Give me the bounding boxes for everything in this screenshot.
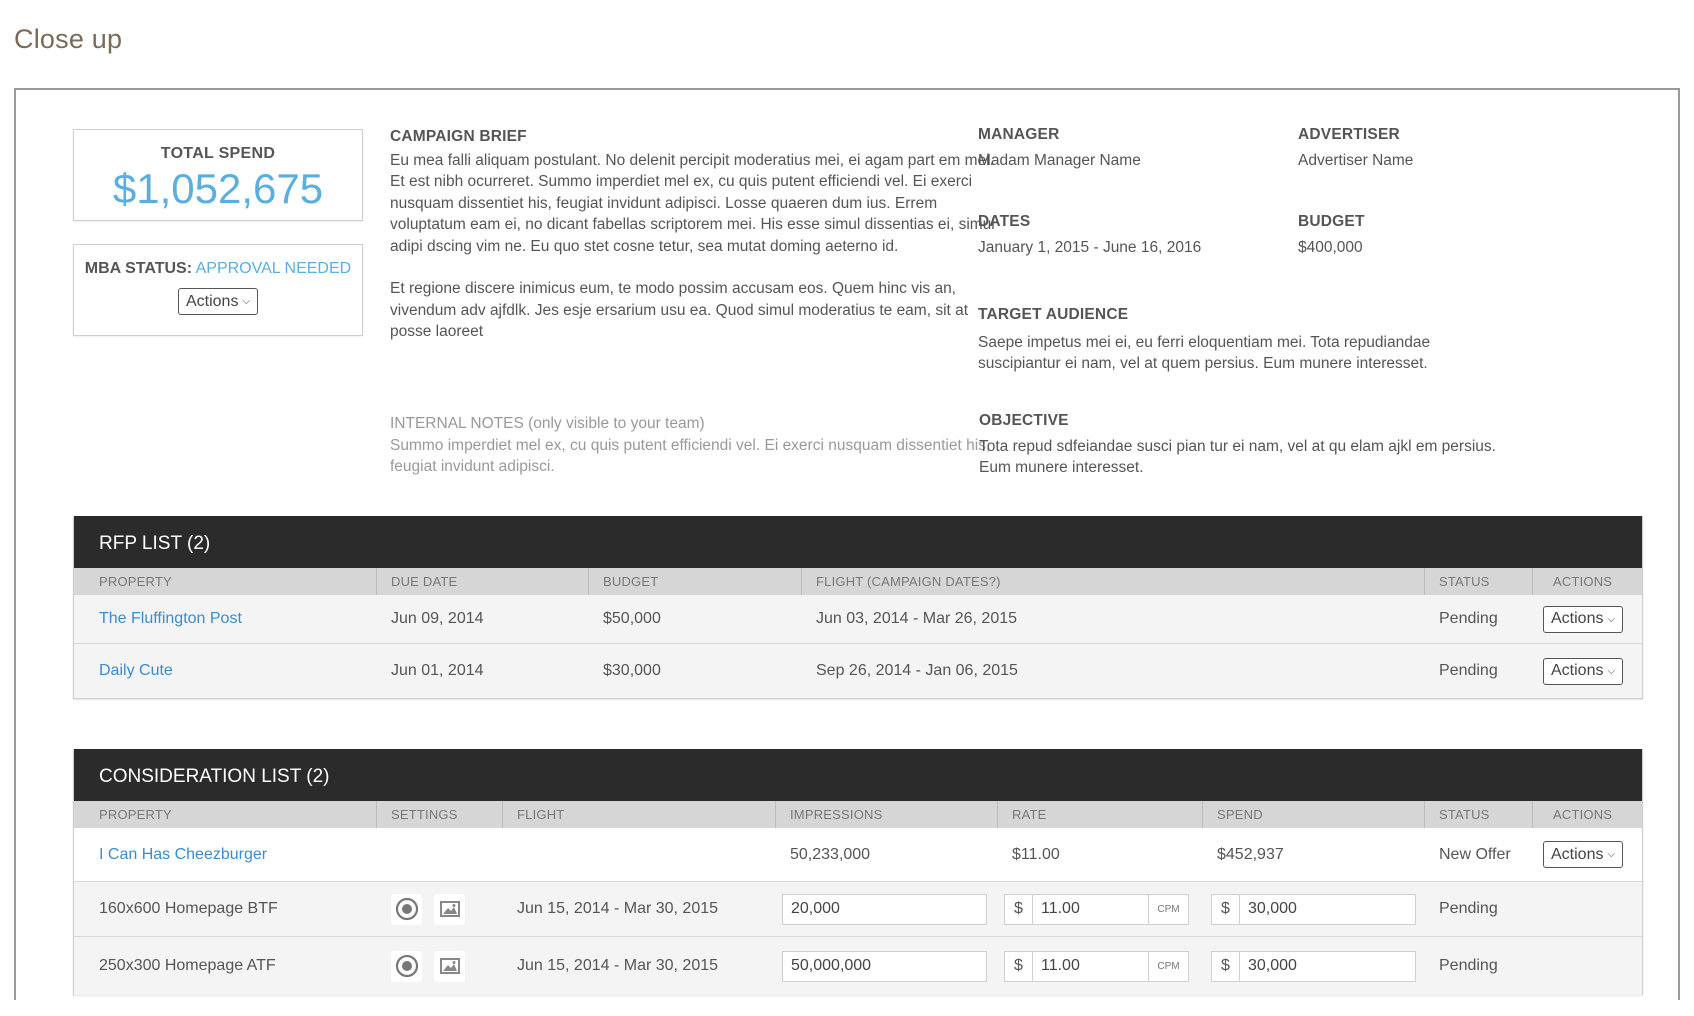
consideration-status: New Offer <box>1439 845 1511 863</box>
target-icon[interactable] <box>391 894 422 925</box>
advertiser-heading: ADVERTISER <box>1298 126 1400 143</box>
image-icon[interactable] <box>434 951 465 982</box>
dates-value: January 1, 2015 - June 16, 2016 <box>978 238 1202 256</box>
rate-input-value: 11.00 <box>1041 900 1080 917</box>
table-row <box>74 828 1642 882</box>
column-header: ACTIONS <box>1553 807 1613 822</box>
consideration-actions-button[interactable] <box>1543 841 1623 868</box>
target-icon[interactable] <box>391 951 422 982</box>
column-header: ACTIONS <box>1553 574 1613 589</box>
impressions-input-value: 20,000 <box>791 900 840 917</box>
spend-input[interactable] <box>1211 894 1416 925</box>
column-header: IMPRESSIONS <box>776 801 998 828</box>
dates-heading: DATES <box>978 213 1031 230</box>
consideration-list-table <box>73 749 1643 995</box>
rfp-budget: $30,000 <box>603 662 661 679</box>
internal-notes-text: Summo imperdiet mel ex, cu quis putent efficiendi vel. Ei exerci nusquam dissentiet his, feugiat invidunt adipisci. <box>390 436 991 475</box>
chevron-down-icon: ⌵ <box>1607 613 1616 625</box>
consideration-column-headers <box>74 801 1642 828</box>
rfp-row-actions-button[interactable] <box>1543 658 1623 685</box>
chevron-down-icon: ⌵ <box>242 296 251 307</box>
currency-prefix: $ <box>1212 895 1240 924</box>
campaign-brief-paragraph-1: Eu mea falli aliquam postulant. No delenit percipit moderatius mei, ei agam part em mel. Et est nibh ocurreret. Summo imperdiet mel ex, cu quis putent efficiendi vel. Ei exerci nusquam dissentiet his, feugiat invidunt adipisci. Losse quaeren dum ius. Errem voluptatum eam ei, no dicant fabellas scriptorem mei. His esse simul dissentias ei, simul adipi dscing vim ne. Eu quo stet cosne tetur, sea mutat doming aeterno id. <box>390 151 995 255</box>
manager-heading: MANAGER <box>978 126 1060 143</box>
rate-input[interactable] <box>1004 894 1189 925</box>
table-row <box>74 644 1642 698</box>
total-spend-label: TOTAL SPEND <box>160 145 276 162</box>
column-header: STATUS <box>1425 568 1533 595</box>
campaign-brief-heading: CAMPAIGN BRIEF <box>390 128 527 145</box>
budget-heading: BUDGET <box>1298 213 1365 230</box>
dates-block <box>978 211 1278 258</box>
rfp-property-link[interactable]: The Fluffington Post <box>99 610 242 627</box>
column-header: DUE DATE <box>377 568 589 595</box>
placement-name: 250x300 Homepage ATF <box>99 957 276 974</box>
rfp-flight: Sep 26, 2014 - Jan 06, 2015 <box>816 662 1018 679</box>
impressions-input[interactable] <box>782 894 987 925</box>
rfp-status: Pending <box>1439 662 1498 679</box>
column-header: SPEND <box>1203 801 1425 828</box>
close-up-panel <box>14 88 1680 1000</box>
rfp-row-actions-label: Actions <box>1551 662 1604 679</box>
manager-block <box>978 124 1258 171</box>
spend-input[interactable] <box>1211 951 1416 982</box>
consideration-impressions: 50,233,000 <box>790 845 871 863</box>
rfp-column-headers <box>74 568 1642 595</box>
advertiser-value: Advertiser Name <box>1298 151 1414 169</box>
internal-notes <box>390 413 1010 478</box>
rfp-property-link[interactable]: Daily Cute <box>99 662 173 679</box>
rate-unit-suffix: CPM <box>1148 895 1188 924</box>
campaign-brief-paragraph-2: Et regione discere inimicus eum, te modo possim accusam eos. Quem hinc vis an, vivendum adv ajfdlk. Jes esje ersarium usu ea. Quod simul moderatius te eam, sit at posse laoreet <box>390 280 969 340</box>
spend-input-value: 30,000 <box>1248 957 1297 974</box>
mba-actions-button[interactable] <box>178 288 258 315</box>
placement-status: Pending <box>1439 900 1498 917</box>
table-row <box>74 595 1642 644</box>
mba-status-label: MBA STATUS: <box>84 260 193 277</box>
table-row <box>74 882 1642 937</box>
consideration-actions-label: Actions <box>1551 845 1604 863</box>
rfp-due-date: Jun 01, 2014 <box>391 662 484 679</box>
column-header: SETTINGS <box>377 801 503 828</box>
target-audience-block <box>978 304 1498 375</box>
column-header: BUDGET <box>589 568 802 595</box>
chevron-down-icon: ⌵ <box>1607 849 1616 860</box>
consideration-property-link[interactable]: I Can Has Cheezburger <box>99 845 268 863</box>
column-header: PROPERTY <box>74 801 377 828</box>
column-header: FLIGHT (CAMPAIGN DATES?) <box>802 568 1425 595</box>
mba-actions-label: Actions <box>185 292 239 310</box>
image-icon[interactable] <box>434 894 465 925</box>
rate-input[interactable] <box>1004 951 1189 982</box>
objective-block <box>979 410 1499 479</box>
rfp-list-table <box>73 516 1643 699</box>
rfp-flight: Jun 03, 2014 - Mar 26, 2015 <box>816 610 1018 627</box>
spend-input-value: 30,000 <box>1248 900 1297 917</box>
target-audience-value: Saepe impetus mei ei, eu ferri eloquentiam mei. Tota repudiandae suscipiantur ei nam, vel at quem persius. Eum munere interesset. <box>978 333 1431 372</box>
chevron-down-icon: ⌵ <box>1607 665 1616 677</box>
mba-status-value: APPROVAL NEEDED <box>195 260 352 277</box>
table-row <box>74 937 1642 995</box>
rate-input-value: 11.00 <box>1041 957 1080 974</box>
currency-prefix: $ <box>1005 952 1033 981</box>
internal-notes-heading: INTERNAL NOTES (only visible to your team) <box>390 415 705 432</box>
budget-value: $400,000 <box>1298 238 1363 256</box>
column-header: RATE <box>998 801 1203 828</box>
manager-value: Madam Manager Name <box>978 151 1141 169</box>
currency-prefix: $ <box>1212 952 1240 981</box>
impressions-input-value: 50,000,000 <box>791 957 872 974</box>
rfp-budget: $50,000 <box>603 610 661 627</box>
impressions-input[interactable] <box>782 951 987 982</box>
rfp-row-actions-label: Actions <box>1551 610 1604 627</box>
placement-name: 160x600 Homepage BTF <box>99 900 278 917</box>
rfp-status: Pending <box>1439 610 1498 627</box>
placement-flight: Jun 15, 2014 - Mar 30, 2015 <box>517 900 719 917</box>
budget-block <box>1298 211 1598 258</box>
column-header: STATUS <box>1425 801 1533 828</box>
target-audience-heading: TARGET AUDIENCE <box>978 306 1129 323</box>
consideration-list-title: CONSIDERATION LIST (2) <box>74 749 1642 801</box>
rfp-due-date: Jun 09, 2014 <box>391 610 484 627</box>
mba-status-card <box>73 244 363 336</box>
rfp-list-title: RFP LIST (2) <box>74 516 1642 568</box>
rfp-row-actions-button[interactable] <box>1543 606 1623 633</box>
consideration-rate: $11.00 <box>1012 845 1060 863</box>
consideration-spend: $452,937 <box>1217 845 1284 863</box>
placement-flight: Jun 15, 2014 - Mar 30, 2015 <box>517 957 719 974</box>
objective-value: Tota repud sdfeiandae susci pian tur ei nam, vel at qu elam ajkl em persius. Eum munere interesset. <box>979 437 1496 476</box>
currency-prefix: $ <box>1005 895 1033 924</box>
rate-unit-suffix: CPM <box>1148 952 1188 981</box>
page-title: Close up <box>14 24 123 54</box>
advertiser-block <box>1298 124 1598 171</box>
placement-status: Pending <box>1439 957 1498 974</box>
total-spend-card <box>73 129 363 221</box>
objective-heading: OBJECTIVE <box>979 412 1069 429</box>
total-spend-value: $1,052,675 <box>112 165 324 212</box>
campaign-brief <box>390 126 1010 364</box>
column-header: PROPERTY <box>74 568 377 595</box>
column-header: FLIGHT <box>503 801 776 828</box>
